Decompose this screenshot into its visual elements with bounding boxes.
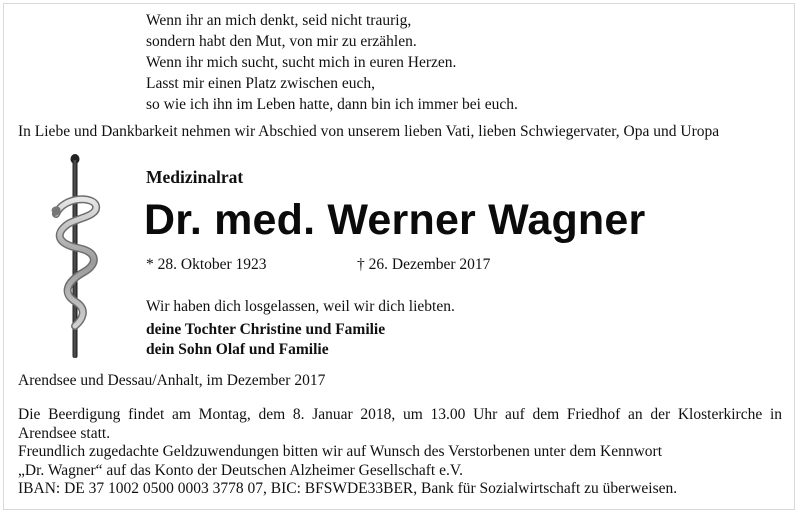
deceased-title: Medizinalrat <box>146 167 244 187</box>
family-member: dein Sohn Olaf und Familie <box>146 341 329 358</box>
death-date: † 26. Dezember 2017 <box>357 256 491 273</box>
poem-line: Wenn ihr an mich denkt, seid nicht traurig, <box>146 12 412 29</box>
details-line: Freundlich zugedachte Geldzuwendungen bitten wir auf Wunsch des Verstorbenen unter dem Kennwort <box>18 443 663 460</box>
quote-text: Wir haben dich losgelassen, weil wir dich liebten. <box>146 298 455 315</box>
family-list <box>146 320 385 360</box>
details-line: „Dr. Wagner“ auf das Konto der Deutschen Alzheimer Gesellschaft e.V. <box>18 461 463 479</box>
staff-of-asclepius-icon <box>48 152 108 362</box>
deceased-name: Dr. med. Werner Wagner <box>144 196 646 244</box>
birth-date: * 28. Oktober 1923 <box>146 256 267 273</box>
details-line: IBAN: DE 37 1002 0500 0003 3778 07, BIC: BFSWDE33BER, Bank für Sozialwirtschaft zu überweisen. <box>18 480 678 497</box>
intro-text: In Liebe und Dankbarkeit nehmen wir Abschied von unserem lieben Vati, lieben Schwiegervater, Opa und Uropa <box>18 123 720 140</box>
funeral-details <box>18 406 782 499</box>
poem-line: so wie ich ihn im Leben hatte, dann bin ich immer bei euch. <box>146 96 518 113</box>
details-line: Arendsee statt. <box>18 424 111 442</box>
family-member: deine Tochter Christine und Familie <box>146 321 386 338</box>
poem <box>146 10 518 115</box>
poem-line: sondern habt den Mut, von mir zu erzählen. <box>146 33 417 50</box>
place-date: Arendsee und Dessau/Anhalt, im Dezember 2017 <box>18 372 326 389</box>
poem-line: Wenn ihr mich sucht, sucht mich in euren Herzen. <box>146 54 457 71</box>
details-line: Die Beerdigung findet am Montag, dem 8. Januar 2018, um 13.00 Uhr auf dem Friedhof an der Klosterkirche in <box>18 406 782 423</box>
poem-line: Lasst mir einen Platz zwischen euch, <box>146 75 375 92</box>
